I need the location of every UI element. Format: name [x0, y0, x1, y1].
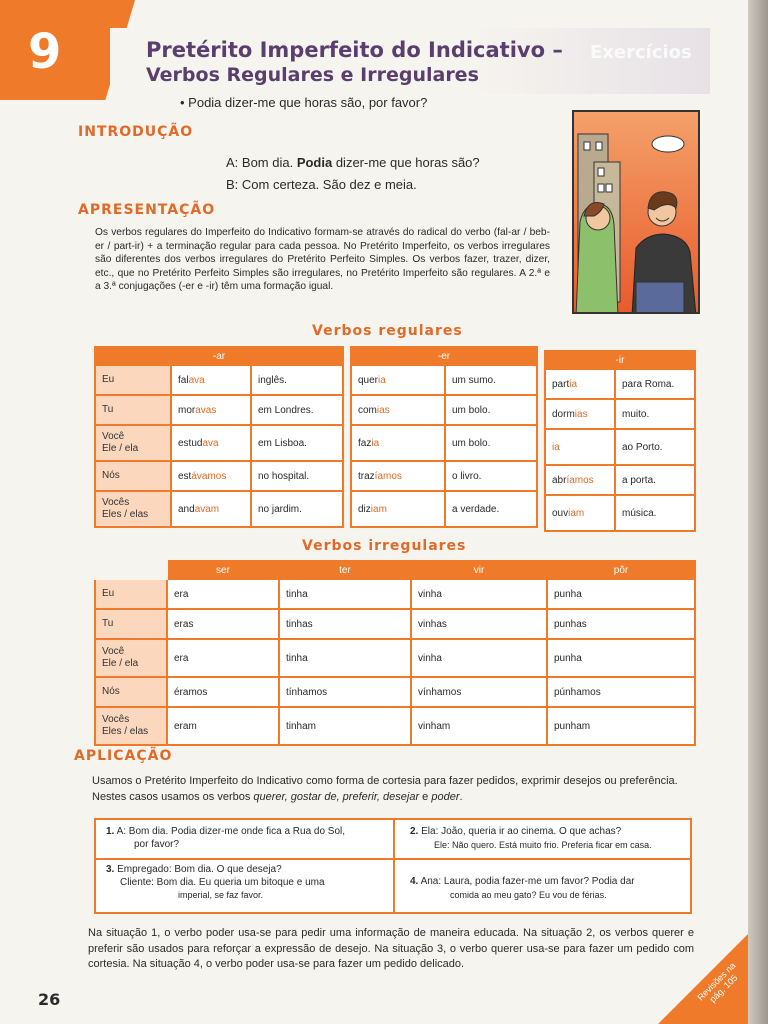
verb-cell: púnhamos [547, 677, 695, 707]
aplicacao-text [92, 773, 692, 805]
verb-stem: est [178, 470, 192, 482]
complement-cell: no jardim. [251, 491, 343, 527]
verb-suffix: ias [574, 408, 588, 420]
pron-cell: Você Ele / ela [95, 639, 167, 677]
complement-cell: um bolo. [445, 425, 537, 461]
verb-cell [171, 395, 251, 425]
verb-cell [351, 461, 445, 491]
table-row [545, 429, 695, 465]
verb-stem: diz [358, 503, 371, 515]
verb-cell: punhas [547, 609, 695, 639]
example-number: 2. [410, 826, 419, 837]
complement-cell: a verdade. [445, 491, 537, 527]
intro-bullet: • Podia dizer-me que horas são, por favor? [180, 95, 428, 110]
example-line: A: Bom dia. Podia dizer-me onde fica a Rua do Sol, [116, 826, 346, 837]
complement-cell: um bolo. [445, 395, 537, 425]
table-er [350, 346, 538, 528]
col-header-ir: -ir [545, 351, 695, 369]
verb-suffix: íamos [566, 474, 594, 486]
table-row [95, 425, 343, 461]
verb-cell: era [167, 579, 279, 609]
complement-cell: música. [615, 495, 695, 531]
speaker-b: B [226, 177, 235, 192]
aplicacao-verbs: querer, gostar de, preferir, desejar [253, 791, 420, 803]
table-row [545, 369, 695, 399]
verb-cell [351, 365, 445, 395]
complement-cell: ao Porto. [615, 429, 695, 465]
box-divider-vertical [393, 820, 395, 912]
example-line: Empregado: Bom dia. O que deseja? [117, 864, 282, 875]
complement-cell: o livro. [445, 461, 537, 491]
verb-cell [171, 491, 251, 527]
pron-cell: Nós [95, 677, 167, 707]
verb-cell: punham [547, 707, 695, 745]
illustration-couple [572, 110, 700, 314]
ghost-heading: Exercícios [590, 42, 692, 63]
aplicacao-text-start: Usamos o Pretérito Imperfeito do Indicativo como forma de cortesia para fazer pedidos, exprimir desejos ou preferência. Nestes casos usamos os verbos [92, 775, 678, 803]
example-line: Ela: João, queria ir ao cinema. O que achas? [421, 826, 622, 837]
verb-cell: éramos [167, 677, 279, 707]
table-row [351, 395, 537, 425]
col-header-ser: ser [167, 561, 279, 579]
verb-suffix: ávamos [191, 470, 227, 482]
verb-stem: traz [358, 470, 375, 482]
table-irregulares [94, 560, 696, 746]
table-row [95, 579, 695, 609]
regulares-heading: Verbos regulares [312, 323, 463, 339]
example-number: 4. [410, 876, 419, 887]
verb-stem: mor [178, 404, 196, 416]
verb-cell [545, 429, 615, 465]
box-divider-horizontal [96, 858, 690, 860]
unit-number: 9 [28, 24, 62, 80]
pron-cell: Tu [95, 609, 167, 639]
verb-suffix: ias [376, 404, 390, 416]
verb-cell [545, 495, 615, 531]
table-row [351, 491, 537, 527]
page-title-line1: Pretérito Imperfeito do Indicativo – [146, 38, 563, 62]
verb-suffix: íamos [374, 470, 402, 482]
complement-cell: um sumo. [445, 365, 537, 395]
couple-illustration-icon [574, 112, 700, 314]
verb-cell [351, 395, 445, 425]
verb-cell: tínhamos [279, 677, 411, 707]
complement-cell: a porta. [615, 465, 695, 495]
verb-suffix: ia [552, 441, 560, 453]
example-line: comida ao meu gato? Eu vou de férias. [450, 889, 607, 900]
example-line: por favor? [134, 838, 180, 850]
example-number: 1. [106, 826, 115, 837]
table-row [351, 425, 537, 461]
intro-heading: INTRODUÇÃO [78, 124, 194, 140]
table-row [545, 465, 695, 495]
verb-cell [171, 425, 251, 461]
table-row [95, 365, 343, 395]
example-line: Cliente: Bom dia. Eu queria um bitoque e uma [120, 876, 325, 888]
verb-cell: vinhas [411, 609, 547, 639]
verb-stem: ouv [552, 507, 569, 519]
table-row [545, 399, 695, 429]
examples-box [94, 818, 692, 914]
table-row [545, 495, 695, 531]
verb-stem: estud [178, 437, 203, 449]
aplicacao-conclusion: Na situação 1, o verbo poder usa-se para pedir uma informação de maneira educada. Na situação 2, os verbos querer e preferir são usados para reforçar a expressão de desejo. Na situação 3, o verbo querer usa-se para fazer um pedido com cortesia. Na situação 4, o verbo poder usa-se para fazer um pedido delicado. [88, 927, 694, 970]
verb-stem: faz [358, 437, 372, 449]
verb-suffix: ava [202, 437, 219, 449]
table-row [95, 395, 343, 425]
table-row [351, 461, 537, 491]
col-header-ter: ter [279, 561, 411, 579]
verb-cell [545, 399, 615, 429]
apresentacao-text: Os verbos regulares do Imperfeito do Indicativo formam-se através do radical do verbo (fal-ar / beb-er / part-ir) + a terminação regular para cada pessoa. No Pretérito Imperfeito, os verbos irregulares são diferentes dos verbos irregulares do Pretérito Perfeito Simples. Os verbos fazer, trazer, dizer, etc., que no Pretérito Perfeito Simples são irregulares, no Pretérito Imperfeito são regulares. A 2.ª e a 3.ª conjugações (-er e -ir) têm uma formação igual. [95, 227, 550, 293]
irregulares-heading: Verbos irregulares [302, 538, 467, 554]
verb-stem: fal [178, 374, 189, 386]
verb-cell: tinhas [279, 609, 411, 639]
verb-stem: and [178, 503, 195, 515]
pron-cell: Vocês Eles / elas [95, 707, 167, 745]
pron-cell: Vocês Eles / elas [95, 491, 171, 527]
table-row [95, 639, 695, 677]
example-line: Ele: Não quero. Está muito frio. Preferia ficar em casa. [434, 839, 652, 850]
col-header-por: pôr [547, 561, 695, 579]
table-row [95, 491, 343, 527]
table-ir [544, 350, 696, 532]
verb-stem: abr [552, 474, 567, 486]
verb-cell: punha [547, 579, 695, 609]
verb-stem: dorm [552, 408, 575, 420]
verb-suffix: iam [370, 503, 387, 515]
verb-cell [171, 461, 251, 491]
col-header-er: -er [351, 347, 537, 365]
example-line: imperial, se faz favor. [178, 890, 264, 900]
pron-cell: Tu [95, 395, 171, 425]
verb-stem: quer [358, 374, 379, 386]
complement-cell: para Roma. [615, 369, 695, 399]
verb-cell: vinha [411, 579, 547, 609]
revision-corner-text: Revisões na pág. 105 [695, 960, 740, 1005]
dialog-line-b [226, 177, 417, 192]
table-row [351, 365, 537, 395]
apresentacao-heading: APRESENTAÇÃO [78, 202, 216, 218]
pron-cell: Nós [95, 461, 171, 491]
page-title-line2: Verbos Regulares e Irregulares [146, 64, 479, 86]
verb-cell [545, 369, 615, 399]
verb-cell: era [167, 639, 279, 677]
complement-cell: no hospital. [251, 461, 343, 491]
col-header-ar: -ar [95, 347, 343, 365]
verb-suffix: iam [568, 507, 585, 519]
table-row [95, 609, 695, 639]
dialog-a-bold: Podia [296, 155, 333, 170]
aplicacao-text-and: e [419, 791, 432, 803]
example-line: Ana: Laura, podia fazer-me um favor? Podia dar [420, 876, 635, 887]
verb-cell: tinha [279, 579, 411, 609]
verb-cell: eras [167, 609, 279, 639]
verb-cell: vinha [411, 639, 547, 677]
col-header-vir: vir [411, 561, 547, 579]
verb-cell [351, 425, 445, 461]
complement-cell: em Londres. [251, 395, 343, 425]
example-3 [106, 864, 386, 902]
verb-cell [171, 365, 251, 395]
table-row [95, 707, 695, 745]
verb-suffix: ia [378, 374, 386, 386]
example-number: 3. [106, 864, 115, 875]
verb-suffix: avas [195, 404, 217, 416]
complement-cell: inglês. [251, 365, 343, 395]
example-4 [410, 876, 688, 901]
table-ar [94, 346, 344, 528]
aplicacao-heading: APLICAÇÃO [74, 748, 173, 764]
blank-header [95, 561, 167, 579]
aplicacao-verb-poder: poder [431, 791, 460, 803]
pron-cell: Eu [95, 365, 171, 395]
table-row [95, 677, 695, 707]
dialog-a-text: : Bom dia. [234, 155, 297, 170]
aplicacao-text-end: . [459, 791, 463, 803]
pron-cell: Você Ele / ela [95, 425, 171, 461]
table-row [95, 461, 343, 491]
verb-cell: eram [167, 707, 279, 745]
page-number: 26 [38, 990, 61, 1009]
verb-cell: vínhamos [411, 677, 547, 707]
verb-stem: com [358, 404, 377, 416]
verb-suffix: ia [371, 437, 380, 449]
dialog-b-text: : Com certeza. São dez e meia. [234, 177, 417, 192]
example-1 [106, 826, 386, 851]
verb-stem: part [552, 378, 570, 390]
verb-suffix: ia [569, 378, 578, 390]
verb-cell: tinha [279, 639, 411, 677]
dialog-line-a [226, 155, 480, 170]
verb-cell: punha [547, 639, 695, 677]
verb-cell [545, 465, 615, 495]
verb-suffix: ava [188, 374, 205, 386]
pron-cell: Eu [95, 579, 167, 609]
complement-cell: muito. [615, 399, 695, 429]
verb-cell: tinham [279, 707, 411, 745]
book-spine-shadow [748, 0, 768, 1024]
dialog-a-rest: dizer-me que horas são? [332, 155, 480, 170]
verb-suffix: avam [194, 503, 220, 515]
verb-cell: vinham [411, 707, 547, 745]
speaker-a: A [226, 155, 235, 170]
verb-cell [351, 491, 445, 527]
complement-cell: em Lisboa. [251, 425, 343, 461]
example-2 [410, 826, 688, 851]
